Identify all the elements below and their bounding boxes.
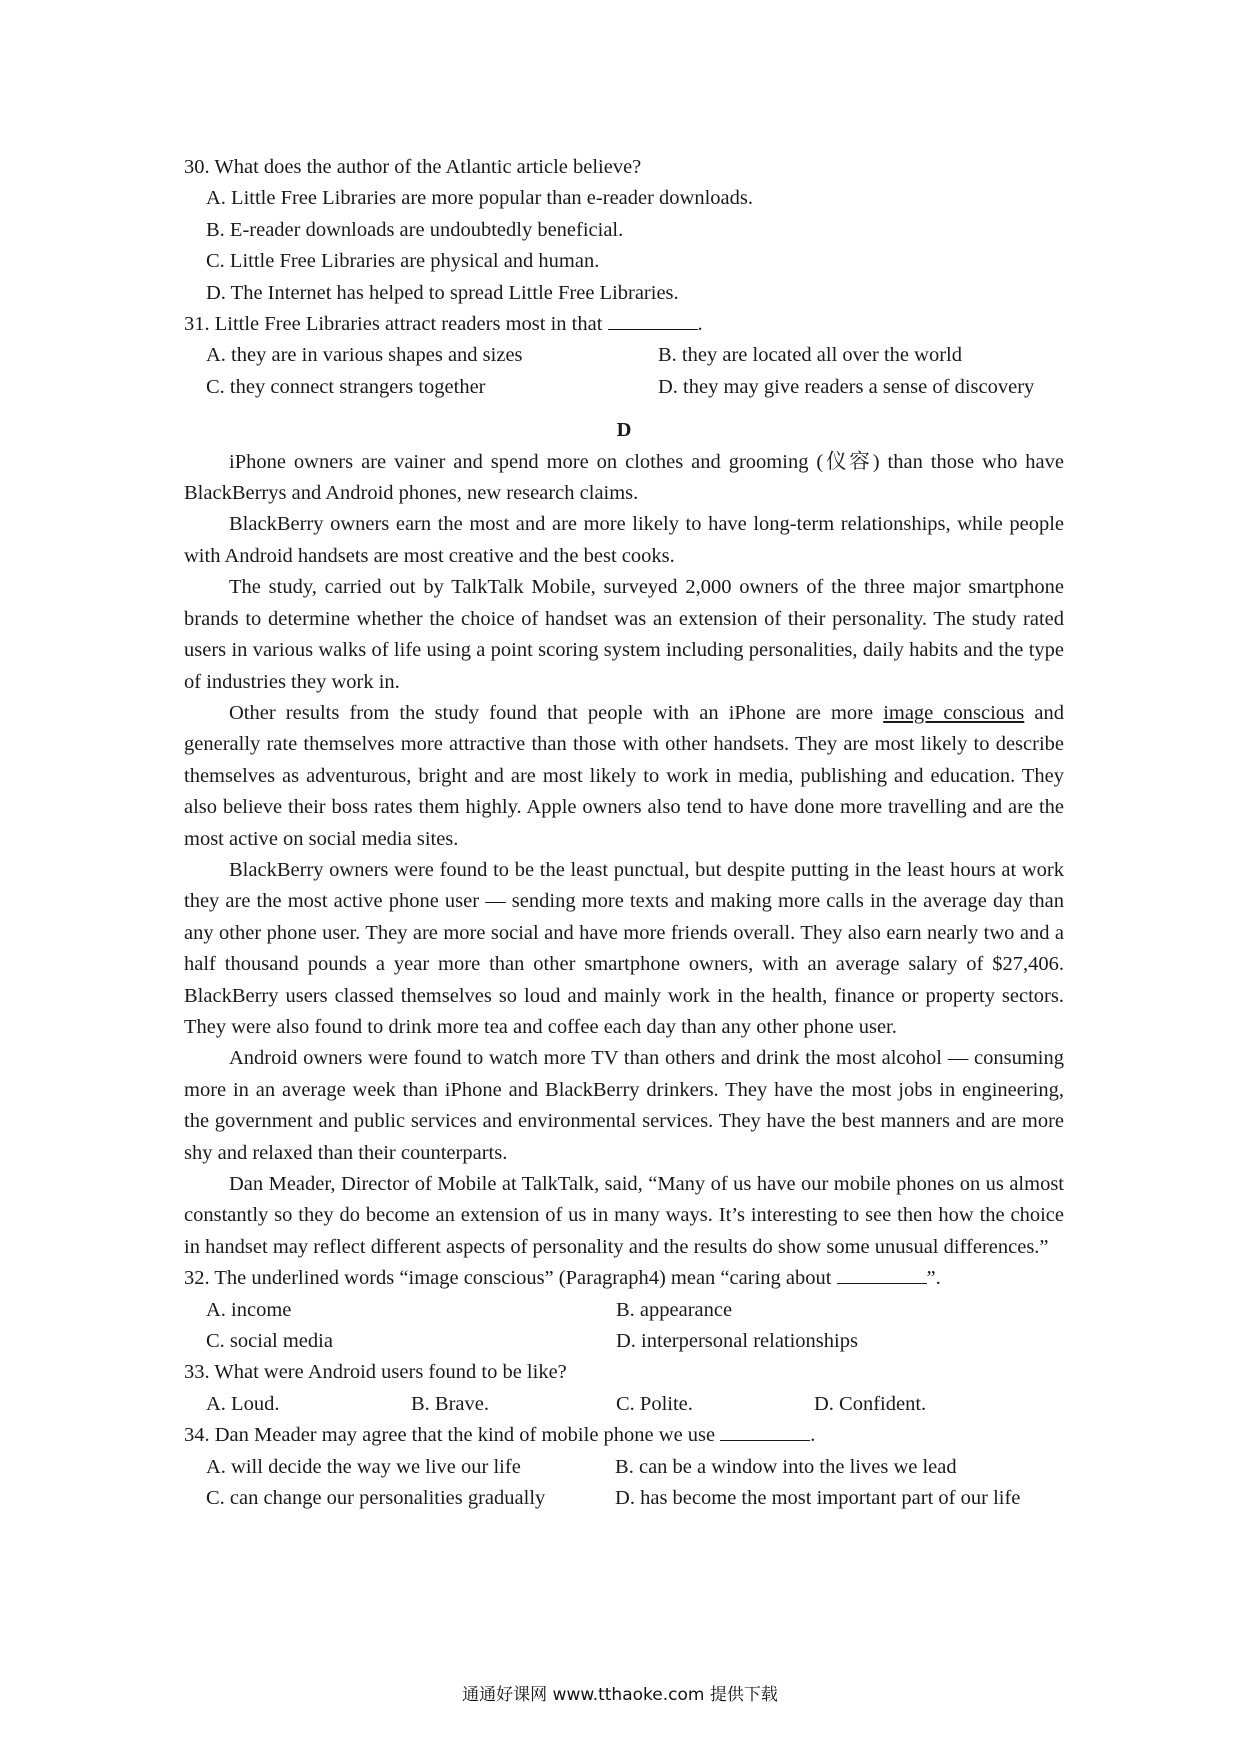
answer-blank [720, 1422, 810, 1441]
question-30-option-a: A. Little Free Libraries are more popular than e-reader downloads. [206, 187, 754, 210]
passage-paragraph-1: iPhone owners are vainer and spend more on clothes and grooming (仪容) than those who have BlackBerrys and Android phones, new research claims. [184, 450, 1064, 505]
underlined-phrase: image conscious [883, 701, 1025, 724]
question-31-stem: 31. Little Free Libraries attract readers most in that . [184, 313, 703, 336]
question-33-stem: 33. What were Android users found to be like? [184, 1361, 567, 1384]
question-30-option-b: B. E-reader downloads are undoubtedly beneficial. [206, 218, 624, 241]
question-32-stem: 32. The underlined words “image conscious” (Paragraph4) mean “caring about ”. [184, 1267, 941, 1290]
question-34-option-d: D. has become the most important part of our life [615, 1487, 1021, 1510]
question-31-options-row-2 [184, 372, 1064, 403]
question-31-options-row-1 [184, 340, 1064, 371]
question-31-option-c: C. they connect strangers together [206, 375, 486, 398]
question-34-option-a: A. will decide the way we live our life [206, 1455, 521, 1478]
question-32-options-row-2 [184, 1326, 1064, 1357]
exam-page [184, 152, 1064, 1514]
passage-paragraph-6: Android owners were found to watch more TV than others and drink the most alcohol — consuming more in an average week than iPhone and BlackBerry drinkers. They have the most jobs in engineering, the government and public services and environmental services. They have the best manners and are more shy and relaxed than their counterparts. [184, 1047, 1064, 1164]
question-32-options-row-1 [184, 1295, 1064, 1326]
passage-paragraph-7: Dan Meader, Director of Mobile at TalkTalk, said, “Many of us have our mobile phones on us almost constantly so they do become an extension of us in many ways. It’s interesting to see then how the choice in handset may reflect different aspects of personality and the results do show some unusual differences.” [184, 1173, 1064, 1258]
question-31-option-d: D. they may give readers a sense of discovery [658, 375, 1035, 398]
question-34-option-c: C. can change our personalities gradually [206, 1487, 546, 1510]
passage-paragraph-3: The study, carried out by TalkTalk Mobile, surveyed 2,000 owners of the three major smartphone brands to determine whether the choice of handset was an extension of their personality. The study rated users in various walks of life using a point scoring system including personalities, daily habits and the type of industries they work in. [184, 576, 1064, 693]
question-32-option-b: B. appearance [616, 1298, 733, 1321]
question-30-option-d: D. The Internet has helped to spread Little Free Libraries. [206, 281, 679, 304]
answer-blank [608, 311, 698, 330]
section-title: D [616, 419, 632, 442]
question-33-option-b: B. Brave. [411, 1392, 489, 1415]
passage-paragraph-2: BlackBerry owners earn the most and are more likely to have long-term relationships, while people with Android handsets are most creative and the best cooks. [184, 513, 1064, 567]
question-31-option-a: A. they are in various shapes and sizes [206, 344, 523, 367]
question-34-option-b: B. can be a window into the lives we lead [615, 1455, 957, 1478]
question-34-stem: 34. Dan Meader may agree that the kind of mobile phone we use . [184, 1424, 816, 1447]
question-31-option-b: B. they are located all over the world [658, 344, 962, 367]
question-33-option-c: C. Polite. [616, 1392, 693, 1415]
page-footer: 通通好课网 www.tthaoke.com 提供下载 [462, 1685, 778, 1705]
passage-paragraph-4: Other results from the study found that people with an iPhone are more image conscious and generally rate themselves more attractive than those with other handsets. They are most likely to describe themselves as adventurous, bright and are most likely to work in media, publishing and education. They also believe their boss rates them highly. Apple owners also tend to have done more travelling and are the most active on social media sites. [184, 701, 1064, 850]
question-32-option-a: A. income [206, 1298, 292, 1321]
question-30-option-c: C. Little Free Libraries are physical and human. [206, 250, 600, 273]
question-33-option-d: D. Confident. [814, 1392, 927, 1415]
question-32-option-d: D. interpersonal relationships [616, 1330, 858, 1353]
answer-blank [837, 1265, 927, 1284]
question-33-option-a: A. Loud. [206, 1392, 280, 1415]
question-30-stem: 30. What does the author of the Atlantic article believe? [184, 156, 642, 178]
question-34-options-row-2 [184, 1483, 1064, 1514]
passage-paragraph-5: BlackBerry owners were found to be the least punctual, but despite putting in the least hours at work they are the most active phone user — sending more texts and making more calls in the average day than any other phone user. They are more social and have more friends overall. They also earn nearly two and a half thousand pounds a year more than other smartphone owners, with an average salary of $27,406. BlackBerry users classed themselves so loud and mainly work in the health, finance or property sectors. They were also found to drink more tea and coffee each day than any other phone user. [184, 858, 1064, 1038]
question-33-options-row [184, 1389, 1064, 1420]
question-32-option-c: C. social media [206, 1330, 333, 1353]
question-34-options-row-1 [184, 1452, 1064, 1483]
